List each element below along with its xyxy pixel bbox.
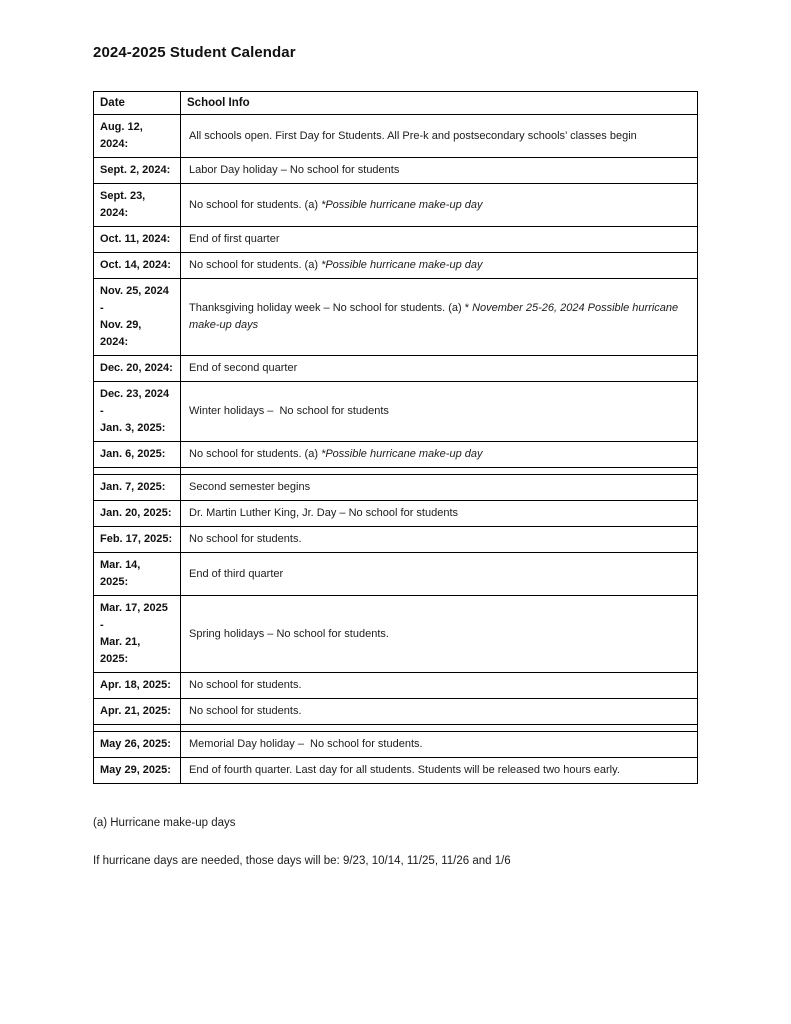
info-text: Memorial Day holiday – No school for students.	[189, 738, 423, 750]
date-line: Feb. 17, 2025:	[100, 533, 173, 545]
table-row	[94, 382, 698, 442]
date-line: Aug. 12,	[100, 121, 143, 133]
note-hurricane-days: If hurricane days are needed, those days will be: 9/23, 10/14, 11/25, 11/26 and 1/6	[93, 855, 511, 867]
info-text-italic: *Possible hurricane make-up day	[321, 448, 483, 460]
header-row	[94, 92, 698, 115]
table-row	[94, 227, 698, 253]
date-line: 2024:	[100, 138, 129, 150]
date-line: Apr. 18, 2025:	[100, 679, 171, 691]
date-cell	[94, 227, 181, 253]
info-text-italic: November 25-26, 2024 Possible hurricane make-up days	[189, 302, 682, 331]
info-text: Spring holidays – No school for students.	[189, 627, 389, 640]
info-cell	[181, 475, 698, 501]
date-cell	[94, 442, 181, 468]
info-text: End of fourth quarter. Last day for all students. Students will be released two hours early.	[189, 764, 620, 776]
table-row	[94, 699, 698, 725]
note-hurricane-legend: (a) Hurricane make-up days	[93, 817, 236, 829]
date-line: 2024:	[100, 207, 129, 219]
date-line: Mar. 21,	[100, 636, 141, 648]
table-row	[94, 553, 698, 596]
date-cell	[94, 115, 181, 158]
date-line: -	[100, 405, 104, 417]
date-cell	[94, 673, 181, 699]
info-text: No school for students.	[189, 679, 302, 691]
date-line: 2025:	[100, 653, 129, 665]
info-text: Second semester begins	[189, 481, 311, 493]
date-cell	[94, 253, 181, 279]
info-cell	[181, 732, 698, 758]
date-line: 2025:	[100, 576, 129, 588]
page-title: 2024-2025 Student Calendar	[93, 44, 296, 61]
table-row	[94, 356, 698, 382]
date-line: Nov. 29,	[100, 319, 142, 331]
info-cell	[181, 673, 698, 699]
info-text: End of second quarter	[189, 362, 298, 374]
date-line: Mar. 17, 2025	[100, 602, 168, 614]
info-cell	[181, 501, 698, 527]
date-line: Dec. 20, 2024:	[100, 362, 173, 374]
info-cell	[181, 184, 698, 227]
spacer-row	[94, 468, 698, 475]
info-text: No school for students. (a)	[189, 448, 322, 460]
date-cell	[94, 732, 181, 758]
table-row	[94, 596, 698, 673]
table-row	[94, 158, 698, 184]
info-text: Winter holidays – No school for students	[189, 405, 389, 417]
info-text: All schools open. First Day for Students. All Pre-k and postsecondary schools’ classes begin	[189, 129, 637, 142]
date-cell	[94, 501, 181, 527]
date-line: Oct. 11, 2024:	[100, 233, 171, 245]
date-cell	[94, 725, 181, 732]
date-cell	[94, 382, 181, 442]
info-text: No school for students.	[189, 533, 302, 545]
info-cell	[181, 382, 698, 442]
date-cell	[94, 699, 181, 725]
info-column-header: School Info	[181, 92, 698, 115]
date-cell	[94, 553, 181, 596]
info-cell	[181, 227, 698, 253]
date-line: Nov. 25, 2024	[100, 285, 169, 297]
date-line: Mar. 14,	[100, 559, 141, 571]
table-row	[94, 279, 698, 356]
date-cell	[94, 279, 181, 356]
date-cell	[94, 475, 181, 501]
table-row	[94, 527, 698, 553]
info-text: Labor Day holiday – No school for students	[189, 164, 400, 176]
info-cell	[181, 356, 698, 382]
info-cell	[181, 442, 698, 468]
date-line: Jan. 3, 2025:	[100, 422, 166, 434]
info-text: End of first quarter	[189, 233, 280, 245]
date-line: Sept. 2, 2024:	[100, 164, 171, 176]
date-line: -	[100, 302, 104, 314]
info-text: No school for students.	[189, 705, 302, 717]
date-line: May 26, 2025:	[100, 738, 171, 750]
spacer-row	[94, 725, 698, 732]
info-cell	[181, 725, 698, 732]
date-cell	[94, 596, 181, 673]
table-row	[94, 501, 698, 527]
date-cell	[94, 468, 181, 475]
date-line: Dec. 23, 2024	[100, 388, 170, 400]
info-text-italic: *Possible hurricane make-up day	[321, 259, 483, 271]
info-text: No school for students. (a)	[189, 198, 322, 211]
info-text: End of third quarter	[189, 567, 284, 580]
table-row	[94, 442, 698, 468]
date-cell	[94, 356, 181, 382]
info-cell	[181, 279, 698, 356]
info-cell	[181, 758, 698, 784]
info-cell	[181, 158, 698, 184]
date-line: May 29, 2025:	[100, 764, 171, 776]
date-cell	[94, 158, 181, 184]
date-line: Sept. 23,	[100, 190, 146, 202]
date-line: Jan. 20, 2025:	[100, 507, 172, 519]
date-line: Apr. 21, 2025:	[100, 705, 171, 717]
date-cell	[94, 758, 181, 784]
date-line: -	[100, 619, 104, 631]
table-row	[94, 732, 698, 758]
table-row	[94, 673, 698, 699]
date-line: Jan. 7, 2025:	[100, 481, 166, 493]
info-text: Thanksgiving holiday week – No school for students. (a) *	[189, 302, 473, 314]
date-cell	[94, 184, 181, 227]
info-cell	[181, 699, 698, 725]
table-row	[94, 184, 698, 227]
info-text-italic: *Possible hurricane make-up day	[321, 198, 483, 211]
table-row	[94, 253, 698, 279]
table-row	[94, 115, 698, 158]
date-cell	[94, 527, 181, 553]
info-text: No school for students. (a)	[189, 259, 322, 271]
date-line: 2024:	[100, 336, 129, 348]
info-cell	[181, 553, 698, 596]
info-cell	[181, 253, 698, 279]
date-column-header: Date	[94, 92, 181, 115]
info-cell	[181, 596, 698, 673]
info-cell	[181, 527, 698, 553]
table-row	[94, 475, 698, 501]
info-cell	[181, 468, 698, 475]
info-cell	[181, 115, 698, 158]
calendar-table	[93, 91, 698, 784]
date-line: Jan. 6, 2025:	[100, 448, 166, 460]
date-line: Oct. 14, 2024:	[100, 259, 171, 271]
info-text: Dr. Martin Luther King, Jr. Day – No school for students	[189, 507, 459, 519]
table-row	[94, 758, 698, 784]
